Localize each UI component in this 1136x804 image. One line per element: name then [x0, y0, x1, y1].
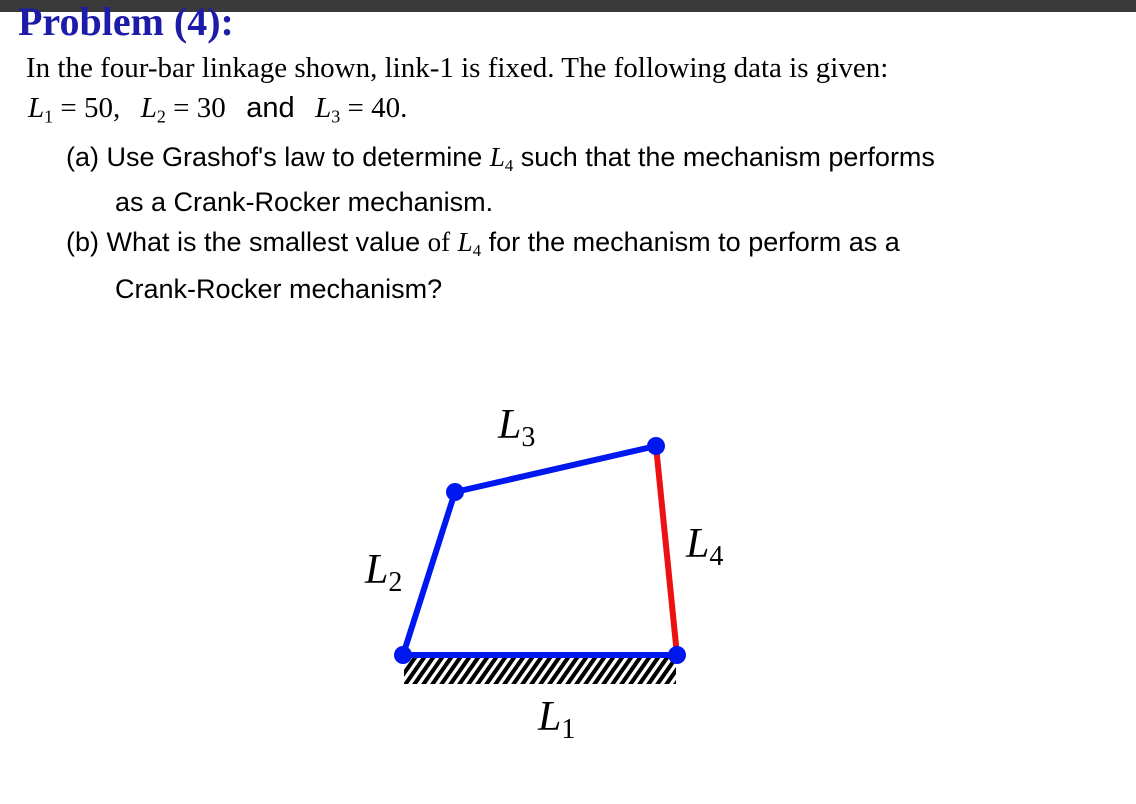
label-l3: L3 — [498, 402, 536, 453]
given-l3: $L_3 = 40$ — [315, 92, 401, 127]
problem-title: Problem (4): — [18, 0, 234, 44]
link-3-coupler — [455, 446, 656, 492]
given-l2: $L_2 = 30$ — [140, 92, 226, 127]
part-b-line1: (b) What is the smallest value of $L_4$ for the mechanism to perform as a — [66, 227, 900, 261]
label-l4: L4 — [686, 521, 724, 572]
joint-b — [647, 437, 665, 455]
label-l2: L2 — [365, 547, 403, 598]
problem-intro: In the four-bar linkage shown, link-1 is fixed. The following data is given: — [26, 52, 889, 84]
part-b-line2: Crank-Rocker mechanism? — [115, 274, 443, 304]
label-l1: L1 — [538, 694, 576, 745]
joint-o4 — [668, 646, 686, 664]
part-a-line1: (a) Use Grashof's law to determine $L_4$ such that the mechanism performs — [66, 142, 935, 176]
given-l1: $L_1 = 50$ — [28, 92, 113, 127]
link-2-crank — [403, 492, 455, 655]
part-a-line2: as a Crank-Rocker mechanism. — [115, 187, 494, 217]
given-and: and — [246, 92, 295, 124]
joint-o2 — [394, 646, 412, 664]
link-4-rocker — [656, 446, 677, 655]
joint-a — [446, 483, 464, 501]
given-data: $L_1 = 50$, $L_2 = 30$ and $L_3 = 40$. — [28, 92, 408, 127]
ground-hatching — [404, 657, 676, 684]
